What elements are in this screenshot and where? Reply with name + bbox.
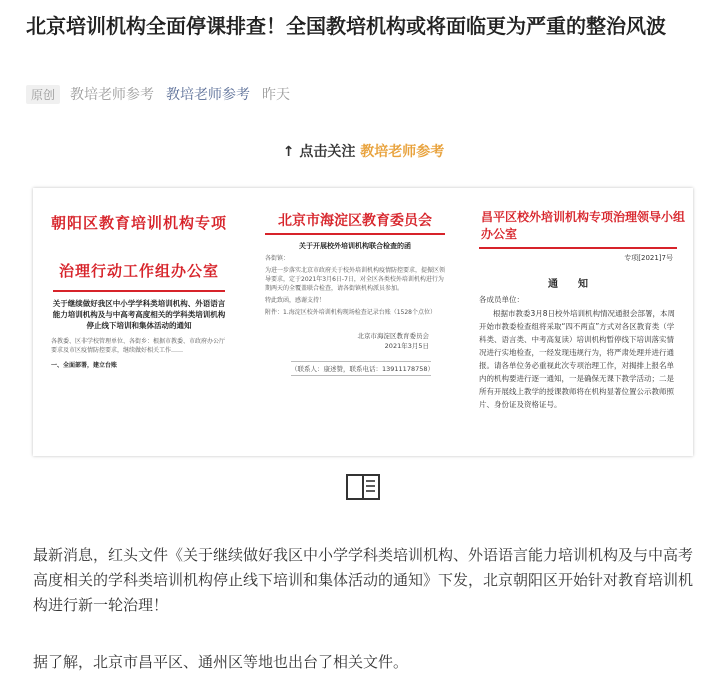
up-arrow-icon: ↑: [282, 144, 295, 160]
chaoyang-header-line1: 朝阳区教育培训机构专项: [50, 214, 227, 232]
paragraph-other-districts: 据了解，北京市昌平区、通州区等地也出台了相关文件。: [33, 653, 409, 671]
changping-addressee: 各成员单位：: [479, 295, 524, 304]
changping-ref-number: 专项[2021]7号: [624, 254, 673, 262]
changping-header: 昌平区校外培训机构专项治理领导小组办公室: [481, 210, 686, 241]
chaoyang-header-line2: 治理行动工作组办公室: [58, 262, 219, 280]
chaoyang-section: 一、全面部署，建立台账: [51, 362, 118, 369]
chaoyang-body: 各教委、区非学校管理单位、各街乡：根据市教委、市政府办公厅要求及市区疫情防控要求，继续做好相关工作……: [51, 338, 226, 354]
account-link[interactable]: 教培老师参考: [166, 87, 251, 103]
haidian-date: 2021年3月5日: [384, 342, 429, 350]
original-badge: 原创: [26, 85, 60, 104]
book-icon: [346, 474, 380, 500]
follow-text: 点击关注: [299, 144, 356, 160]
haidian-attachment: 附件：1.海淀区校外培训机构现场检查记录台账（1528个点位）: [265, 309, 436, 316]
red-divider: [265, 233, 445, 235]
haidian-signature: 北京市海淀区教育委员会: [357, 332, 429, 340]
chaoyang-document: [33, 188, 245, 456]
haidian-contact: （联系人：康述赞，联系电话：13911178758）: [291, 361, 431, 376]
document-image-collage[interactable]: [33, 188, 693, 456]
follow-prompt: [0, 141, 727, 161]
paragraph-news: 最新消息，红头文件《关于继续做好我区中小学学科类培训机构、外语语言能力培训机构及与中高考高度相关的学科类培训机构停止线下培训和集体活动的通知》下发，北京朝阳区开始针对教育培训机构进行新一轮治理！: [33, 546, 694, 614]
publish-time: 昨天: [262, 87, 291, 103]
haidian-header: 北京市海淀区教育委员会: [278, 213, 432, 229]
changping-notice-title: 通知: [548, 279, 608, 290]
changping-body: 根据市教委3月8日校外培训机构情况通报会部署，本周开始市教委检查组将采取“四不两直”方式对各区教育类（学科类、语言类、中考高复读）培训机构暂停线下培训落实情况进行实地检查，一经发现违规行为，将严肃处理并进行通报。请各单位务必重视此次专项治理工作，对揭排上报名单内的机构要进行逐一通知，一是确保无课下教学活动；二是所有开展线上教学的授课教师将在机构显著位置公示教师照片、身份证及资格证号。: [479, 309, 676, 409]
red-divider: [479, 247, 677, 249]
haidian-document: [251, 188, 459, 456]
article-title: 北京培训机构全面停课排查！全国教培机构或将面临更为严重的整治风波: [26, 14, 666, 38]
haidian-greeting: 各街镇：: [265, 255, 290, 262]
haidian-subject: 关于开展校外培训机构联合检查的函: [299, 242, 411, 250]
haidian-closing: 特此致函，感谢支持！: [265, 297, 326, 304]
chaoyang-subject: 关于继续做好我区中小学学科类培训机构、外语语言能力培训机构及与中高考高度相关的学科类培训机构停止线下培训和集体活动的通知: [52, 299, 226, 330]
changping-document: [463, 188, 693, 456]
article-meta: [26, 84, 290, 104]
haidian-body: 为进一步落实北京市政府关于校外培训机构疫情防控要求，提振区领导要求，定于2021年3月6日-7日，对全区各类校外培训机构进行为期两天的全覆盖联合检查，请各街镇机构派员参加。: [265, 267, 446, 292]
follow-account-link[interactable]: 教培老师参考: [360, 144, 445, 160]
author-name: 教培老师参考: [70, 87, 155, 103]
red-divider: [53, 290, 225, 292]
